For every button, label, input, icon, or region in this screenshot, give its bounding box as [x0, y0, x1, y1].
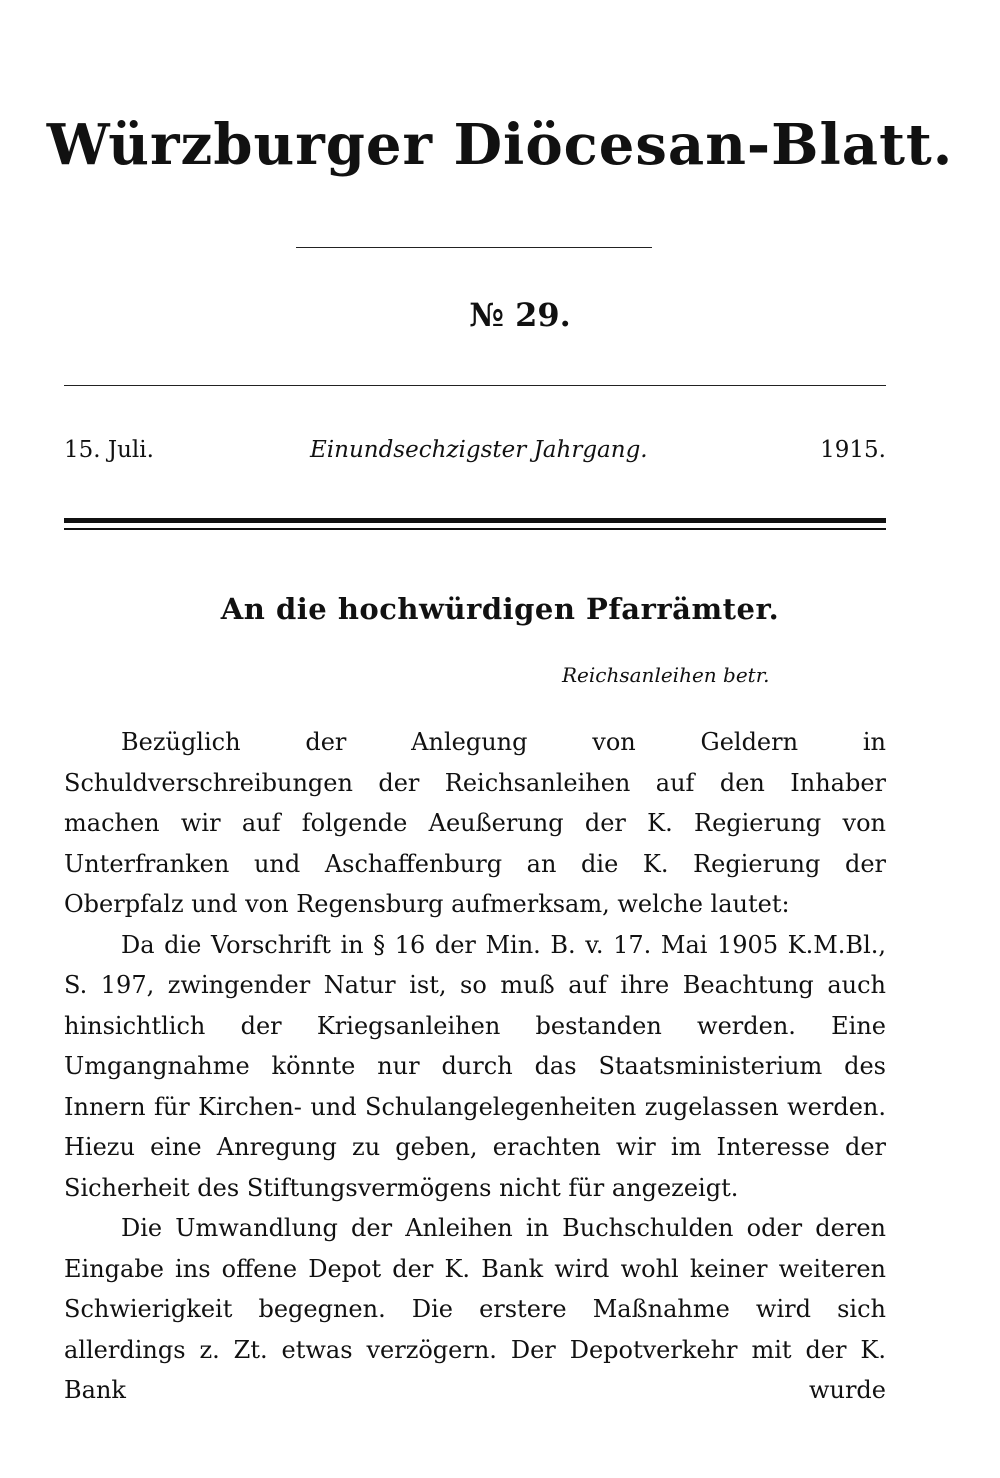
paragraph: Bezüglich der Anlegung von Geldern in Schuldverschreibungen der Reichsanleihen auf den Inhaber machen wir auf folgende Aeußerung der K. Regierung von Unterfranken und Aschaffenburg an die K. Regierung der Oberpfalz und von Regensburg aufmerksam, welche lautet: — [64, 728, 886, 918]
double-rule — [64, 518, 886, 530]
issue-date: 15. Juli. — [64, 437, 154, 463]
masthead-divider — [296, 247, 652, 248]
article-heading: An die hochwürdigen Pfarrämter. — [220, 592, 780, 626]
issue-number: № 29. — [469, 296, 571, 334]
volume-label: Einundsechzigster Jahrgang. — [310, 437, 648, 463]
issue-year: 1915. — [820, 437, 886, 463]
article-subject: Reichsanleihen betr. — [562, 663, 770, 687]
paragraph: Die Umwandlung der Anleihen in Buchschulden oder deren Eingabe ins offene Depot der K. Bank wird wohl keiner weiteren Schwierigkeit begegnen. Die erstere Maßnahme wird sich allerdings z. Zt. etwas verzögern. Der Depotverkehr mit der K. Bank wurde — [64, 1214, 886, 1404]
article-body — [64, 722, 886, 1411]
masthead-title: Würzburger Diöcesan-Blatt. — [46, 112, 954, 178]
dateline — [64, 437, 886, 469]
top-rule — [64, 385, 886, 386]
paragraph: Da die Vorschrift in § 16 der Min. B. v. 17. Mai 1905 K.M.Bl., S. 197, zwingender Natur ist, so muß auf ihre Beachtung auch hinsichtlich der Kriegsanleihen bestanden werden. Eine Umgangnahme könnte nur durch das Staatsministerium des Innern für Kirchen- und Schulangelegenheiten zugelassen werden. Hiezu eine Anregung zu geben, erachten wir im Interesse der Sicherheit des Stiftungsvermögens nicht für angezeigt. — [64, 930, 886, 1202]
